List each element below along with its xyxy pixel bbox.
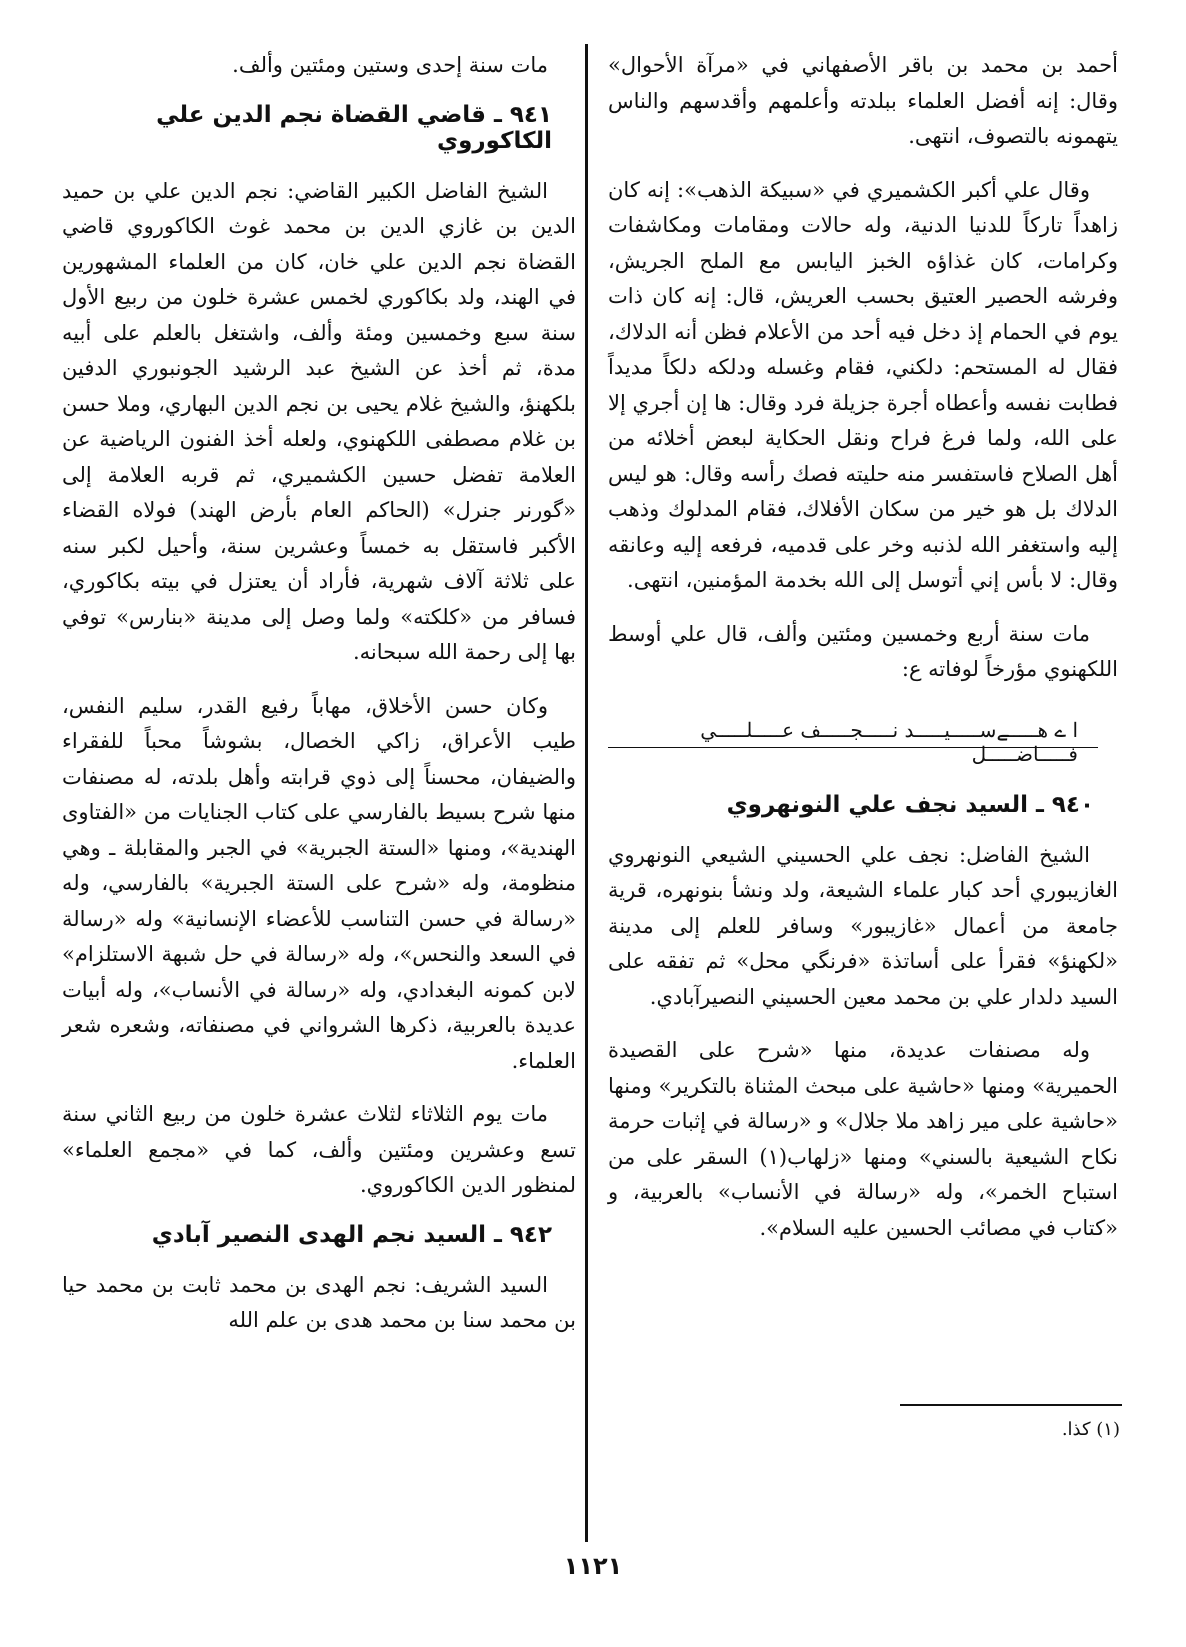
entry-heading-940: ٩٤٠ ـ السيد نجف علي النونهروي: [726, 791, 1094, 818]
paragraph: مات سنة أربع وخمسين ومئتين وألف، قال علي أوسط اللكهنوي مؤرخاً لوفاته ع:: [608, 621, 1118, 681]
left-column: [62, 48, 576, 1357]
column-divider: [585, 44, 588, 1542]
paragraph: مات سنة إحدى وستين ومئتين وألف.: [232, 53, 548, 77]
paragraph: أحمد بن محمد بن باقر الأصفهاني في «مرآة الأحوال» وقال: إنه أفضل العلماء ببلدته وأعلمهم وأقدسهم والناس يتهمونه بالتصوف، انتهى.: [608, 53, 1118, 148]
entry-heading-942: ٩٤٢ ـ السيد نجم الهدى النصير آبادي: [151, 1221, 552, 1248]
footnote: (١) كذا.: [1061, 1419, 1120, 1440]
page-number: ١١٢١: [563, 1552, 623, 1580]
footnote-rule: [900, 1404, 1122, 1406]
paragraph: الشيخ الفاضل الكبير القاضي: نجم الدين علي بن حميد الدين بن غازي الدين بن محمد غوث الكاكوروي قاضي القضاة نجم الدين علي خان، كان من العلماء المشهورين في الهند، ولد بكاكوري لخمس عشرة خلون من ربيع الأول سنة سبع وخمسين ومئة وألف، واشتغل بالعلم على أبيه مدة، ثم أخذ عن الشيخ عبد الرشيد الجونبوري الدفين بلكهنؤ، والشيخ غلام يحيى بن نجم الدين البهاري، وملا حسن بن غلام مصطفى اللكهنوي، ولعله أخذ الفنون الرياضية عن العلامة تفضل حسين الكشميري، ثم قربه العلامة إلى «گورنر جنرل» (الحاكم العام بأرض الهند) فولاه القضاء الأكبر فاستقل به خمساً وعشرين سنة، وأحيل لكبر سنه على ثلاثة آلاف شهرية، فأراد أن يعتزل في بيته بكاكوري، فسافر من «كلكته» ولما وصل إلى مدينة «بنارس» توفي بها إلى رحمة الله سبحانه.: [62, 178, 576, 664]
right-column: [608, 48, 1118, 1264]
paragraph: وكان حسن الأخلاق، مهاباً رفيع القدر، سليم النفس، طيب الأعراق، زاكي الخصال، بشوشاً محباً للفقراء والضيفان، محسناً إلى ذوي قرابته وأهل بلدته، له مصنفات منها شرح بسيط بالفارسي على كتاب الجنايات من «الفتاوى الهندية»، ومنها «الستة الجبرية» في الجبر والمقابلة ـ وهي منظومة، وله «شرح على الستة الجبرية» بالفارسي، وله «رسالة في حسن التناسب للأعضاء الإنسانية» وله «رسالة في السعد والنحس»، وله «رسالة في حل شبهة الاستلزام» لابن كمونه البغدادي، وله «رسالة في الأنساب»، وله أبيات عديدة بالعربية، ذكرها الشرواني في مصنفاته، وشعره شعر العلماء.: [62, 693, 576, 1073]
paragraph: مات يوم الثلاثاء لثلاث عشرة خلون من ربيع الثاني سنة تسع وعشرين ومئتين وألف، كما في «مجمع العلماء» لمنظور الدين الكاكوروي.: [62, 1102, 576, 1197]
paragraph: السيد الشريف: نجم الهدى بن محمد ثابت بن محمد حيا بن محمد سنا بن محمد هدى بن علم الله: [62, 1272, 576, 1332]
paragraph: وله مصنفات عديدة، منها «شرح على القصيدة الحميرية» ومنها «حاشية على مبحث المثناة بالتكرير» ومنها «حاشية على مير زاهد ملا جلال» و «رسالة في إثبات حرمة نكاح الشيعية بالسني» ومنها «زلهاب(١) السقر على من استباح الخمر»، وله «رسالة في الأنساب» بالعربية، و «كتاب في مصائب الحسين عليه السلام».: [608, 1038, 1118, 1240]
paragraph: الشيخ الفاضل: نجف علي الحسيني الشيعي النونهروي الغازيبوري أحد كبار علماء الشيعة، ولد ونشأ بنونهره، قرية جامعة من أعمال «غازيبور» وسافر للعلم إلى مدينة «لكهنؤ» فقرأ على أساتذة «فرنگي محل» ثم تفقه على السيد دلدار علي بن محمد معين الحسيني النصيرآبادي.: [608, 842, 1118, 1009]
entry-heading-941: ٩٤١ ـ قاضي القضاة نجم الدين علي الكاكوروي: [156, 101, 552, 154]
paragraph: وقال علي أكبر الكشميري في «سبيكة الذهب»: إنه كان زاهداً تاركاً للدنيا الدنية، وله حالات ومقامات ومكاشفات وكرامات، كان غذاؤه الخبز اليابس مع الملح الجريش، وفرشه الحصير العتيق بحسب العريش، قال: إنه كان ذات يوم في الحمام إذ دخل فيه أحد من الأعلام فظن أنه الدلاك، فقال له المستحم: دلكني، فقام وغسله ودلكه دلكاً مديداً فطابت نفسه وأعطاه أجرة جزيلة فرد وقال: ها إن أجري إلا على الله، ولما فرغ فراح ونقل الحكاية لبعض أخلائه من أهل الصلاح فاستفسر منه حليته فصك رأسه وقال: هو ليس الدلاك بل هو خير من سكان الأفلاك، فقام المدلوك وذهب إليه واستغفر الله لذنبه وخر على قدميه، فرفعه إليه وعانقه وقال: لا بأس إني أتوسل إلى الله بخدمة المؤمنين، انتهى.: [608, 177, 1118, 592]
verse-line: ا ے هـــــےســـــيـــــد نـــــجـــــف عـــــلـــــي فـــــاضـــــل: [608, 718, 1118, 752]
